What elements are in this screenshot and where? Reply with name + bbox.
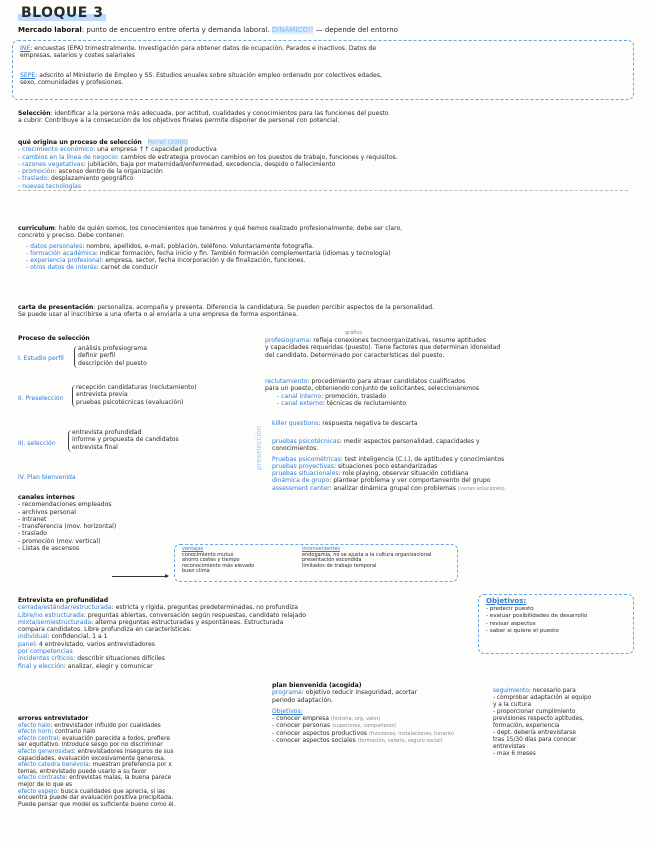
ventajas-col: ventajas conocimiento mutuo ahorro costes y tiempo reconocimiento más elevado buen clima (182, 546, 255, 575)
ine-block: INE: encuestas (EPA) trimestralmente. Investigación para obtener datos de ocupación, Parados e inactivos. Datos de empresas, salarios y costes salariales (20, 45, 377, 60)
curriculum-block: curriculum: hablo de quién somos, los conocimientos que tenemos y qué hemos realizado profesionalmente, debe ser claro, concreto y preciso. Debe contener: - datos personales: nombre, apellidos, e-mail, población, teléfono. Voluntariamente fotografía. - formación académica: indicar formación, fecha inicio y fin. También formación complementaria (idiomas y tecnología) - experiencia profesional: empresa, sector, fecha incorporación y de finalización, funciones. - otros datos de interés: carnet de conducir (18, 225, 403, 272)
proceso-title: Proceso de selección (18, 335, 90, 342)
reclutamiento-block: reclutamiento: procedimiento para atraer candidatos cualificados para un puesto, obteniendo conjunto de solicitantes, seleccionaremos - canal interno: promoción, traslado - canal externo: técnicas de reclutamiento (265, 378, 480, 407)
sepe-block: SEPE: adscrito al Ministerio de Empleo y SS. Estudios anuales sobre situación empleo ordenado por colectivos edades, sexo, comunidades y profesiones. (20, 72, 382, 87)
seleccion-sub: entrevista profundidad informe y propuesta de candidatos entrevista final (72, 429, 179, 451)
objetivos-block: Objetivos: - predecir puesto - evaluar posibilidades de desarrollo - revisar aspectos - saber si quiere el puesto (486, 597, 588, 635)
plan-block: plan bienvenida (acogida) programa: objetivo reducir inseguridad, acortar periodo adaptación. Objetivos: - conocer empresa (historia, org, valor) - conocer personas (superiores, compañeros) - conocer aspectos productivos (funciones, instalaciones, horario) - conocer aspectos sociales (formación, salario, seguro social) (272, 682, 454, 745)
divider (18, 190, 628, 191)
proceso-plan: IV. Plan bienvenida (18, 474, 76, 481)
preseleccion-vertical-label: preselección (255, 425, 263, 470)
profesiograma-block: profesiograma: refleja conexiones tecnoorganizativas, resume aptitudes y capacidades requeridas (puesto). Tiene factores que determinan idoneidad del candidato. Determinado por características del puesto. (265, 337, 501, 359)
proceso-seleccion: III. selección (18, 440, 56, 447)
pruebas-block: pruebas psicotécnicas: medir aspectos personalidad, capacidades y conocimientos. Pruebas psicométricas: test inteligencia (C.I.), de aptitudes y conocimientos pruebas proyectivas: situaciones poco estandarizadas pruebas situacionales: role playing, observar situación cotidiana dinámica de grupo: plantear problema y ver comportamiento del grupo assessment center: analizar dinámica grupal con problemas (varias soluciones) (272, 438, 505, 492)
errores-block: errores entrevistador efecto halo: entrevistador influido por cualidades efecto horn: contrario halo efecto central: evaluación parecida a todos, prefiere ser equitativo. Introduce sesgo por no discriminar efecto generosidad: entrevistadores inseguros de sus capacidades, evaluación excesivamente generosa. efecto catedra benévola: muestran preferencia por x temas, entrevistado puede usarlo a su favor efecto contraste: entrevistas malas, la buena parece mejor de lo que es efecto espejo: busca cualidades que aprecia, si las encuentra puede dar evaluación positiva precipitada. Puede pensar que model es suficiente bueno como él. (18, 716, 176, 808)
origina-block: qué origina un proceso de selección Porret (2006) - crecimiento económico: una empresa ↑↑ capacidad productiva - cambios en la línea de negocio: cambios de estrategia provocan cambios en los puestos de trabajo, funciones y requisitos. - razones vegetativas: jubilación, baja por maternidad/enfermedad, excedencia, despido o fallecimiento - promoción: ascenso dentro de la organización - traslado: desplazamiento geográfico - nuevas tecnologías (18, 139, 398, 190)
page-title: BLOQUE 3 (18, 5, 106, 21)
seleccion-block: Selección: identificar a la persona más adecuada, por actitud, cualidades y conocimientos para las funciones del puesto a cubrir. Contribuye a la consecución de los objetivos finales permite disponer de personal con potencial. (18, 110, 389, 125)
proceso-estudio: I. Estudio perfil (18, 355, 64, 362)
arrow (112, 576, 168, 577)
profesiograma-note: gráfico (345, 330, 363, 336)
mercado-line: Mercado laboral: punto de encuentro entre oferta y demanda laboral. DINÁMICO!! — depende del entorno (18, 26, 398, 34)
proceso-preseleccion: II. Preselección (18, 395, 64, 402)
canales-block: canales internos - recomendaciones empleados - archivos personal - Intranet - transferencia (mov. horizontal) - traslado - promoción (mov. vertical) - Listas de ascensos (18, 494, 117, 553)
seguimiento-block: seguimiento: necesario para - comprobar adaptación al equipo y a la cultura - proporcionar cumplimiento previsiones respecto aptitudes, formación, experiencia - dept. debería entrevistarse tras 15/30 días para conocer entrevistas - max 6 meses (493, 688, 592, 757)
killer-block: killer questions: respuesta negativa te descarta (272, 420, 418, 427)
carta-block: carta de presentación: personaliza, acompaña y presenta. Diferencia la candidatura. Se pueden percibir aspectos de la personalidad. Se puede usar al inscribirse a una oferta o al enviarla a una empresa de forma espontánea. (18, 304, 435, 319)
preseleccion-sub: recepción candidaturas (reclutamiento) entrevista previa pruebas psicotécnicas (evaluación) (76, 384, 197, 406)
inconvenientes-col: inconvenientes endogamia, no se ajusta a la cultura organizacional presentación escondida limitados de trabajo temporal (302, 546, 432, 569)
estudio-sub: análisis profesiograma definir perfil descripción del puesto (78, 345, 147, 367)
entrevista-block: Entrevista en profundidad cerrada/estándar/estructurada: estricta y rígida, preguntas predeterminadas, no profundiza Libre/no estructurada: preguntas abiertas, conversación según respuestas, candidato relajado mixta/semiestructurada: alterna preguntas estructuradas y espontáneas. Estructurada compara candidatos. Libre profundiza en características. individual: confidencial, 1 a 1 panel: 4 entrevistado, varios entrevistadores por competencias incidentes críticos: describir situaciones difíciles final y elección: analizar, elegir y comunicar (18, 597, 306, 670)
